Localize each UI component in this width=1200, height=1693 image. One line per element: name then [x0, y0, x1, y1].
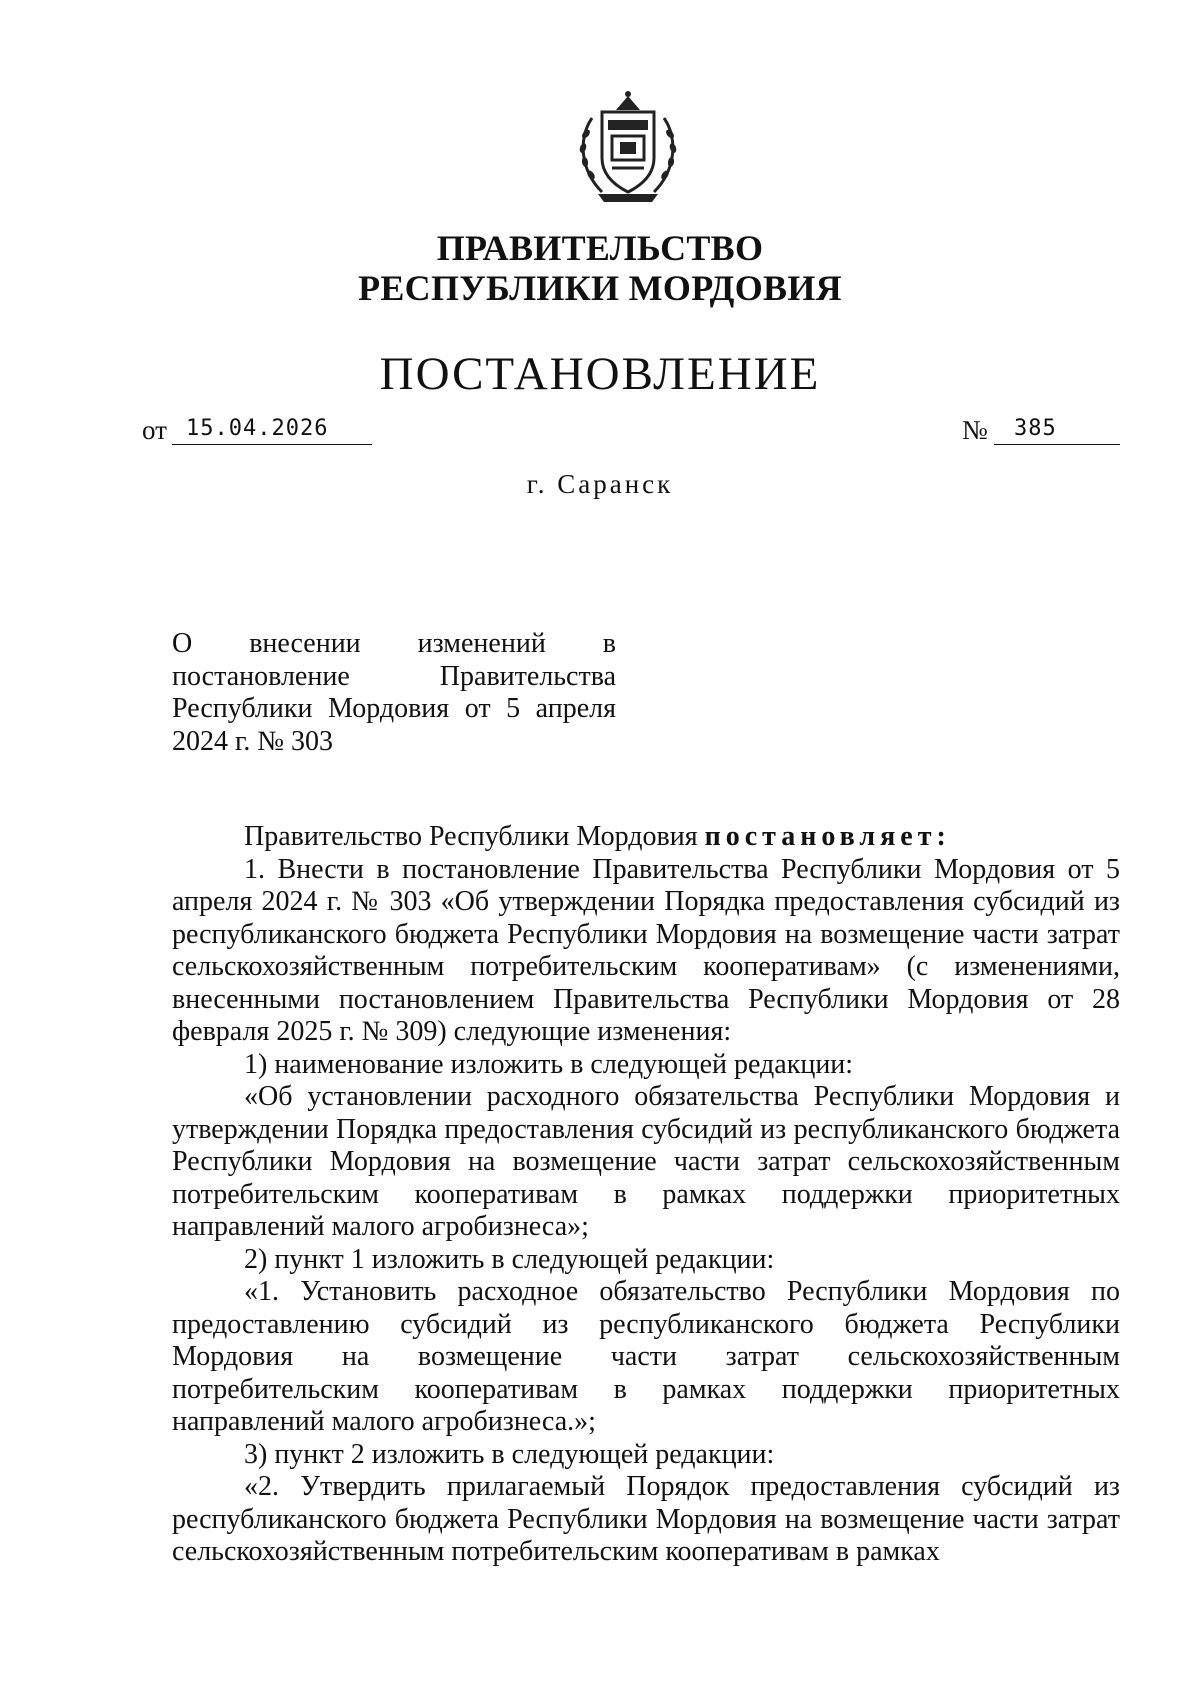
body-paragraph: 1. Внести в постановление Правительства Республики Мордовия от 5 апреля 2024 г. № 303 «Об утверждении Порядка предоставления субсидий из республиканского бюджета Республики Мордовия на возмещение части затрат сельскохозяйственным потребительским кооперативам» (с изменениями, внесенными постановлением Правительства Республики Мордовия от 28 февраля 2025 г. № 309) следующие изменения: — [172, 853, 1120, 1047]
number-label: № — [962, 415, 988, 445]
government-title-line1: ПРАВИТЕЛЬСТВО — [436, 228, 764, 268]
government-title-line2: РЕСПУБЛИКИ МОРДОВИЯ — [358, 268, 842, 308]
body-paragraph: 2) пункт 1 изложить в следующей редакции: — [244, 1243, 775, 1275]
document-date: 15.04.2026 — [172, 414, 372, 445]
intro-paragraph — [172, 821, 1120, 854]
intro-verb: постановляет: — [704, 821, 951, 852]
document-body — [172, 821, 1120, 1569]
city: г. Саранск — [526, 469, 674, 499]
intro-prefix: Правительство Республики Мордовия — [244, 821, 705, 852]
date-label: от — [142, 415, 167, 445]
document-subject: О внесении изменений в постановление Правительства Республики Мордовия от 5 апреля 2024 г. № 303 — [172, 628, 616, 757]
coat-of-arms-icon — [572, 88, 684, 208]
body-paragraph: 1) наименование изложить в следующей редакции: — [244, 1048, 854, 1080]
body-paragraph: «1. Установить расходное обязательство Республики Мордовия по предоставлению субсидий из республиканского бюджета Республики Мордовия на возмещение части затрат сельскохозяйственным потребительским кооперативам в рамках поддержки приоритетных направлений малого агробизнеса.»; — [172, 1276, 1120, 1437]
body-paragraph: 3) пункт 2 изложить в следующей редакции: — [244, 1438, 775, 1470]
document-type: ПОСТАНОВЛЕНИЕ — [379, 348, 821, 400]
document-number: 385 — [994, 414, 1120, 445]
body-paragraph: «2. Утвердить прилагаемый Порядок предоставления субсидий из республиканского бюджета Республики Мордовия на возмещение части затрат сельскохозяйственным потребительским кооперативам в рамках — [172, 1471, 1120, 1567]
body-paragraph: «Об установлении расходного обязательства Республики Мордовия и утверждении Порядка предоставления субсидий из республиканского бюджета Республики Мордовия на возмещение части затрат сельскохозяйственным потребительским кооперативам в рамках поддержки приоритетных направлений малого агробизнеса»; — [172, 1081, 1120, 1242]
